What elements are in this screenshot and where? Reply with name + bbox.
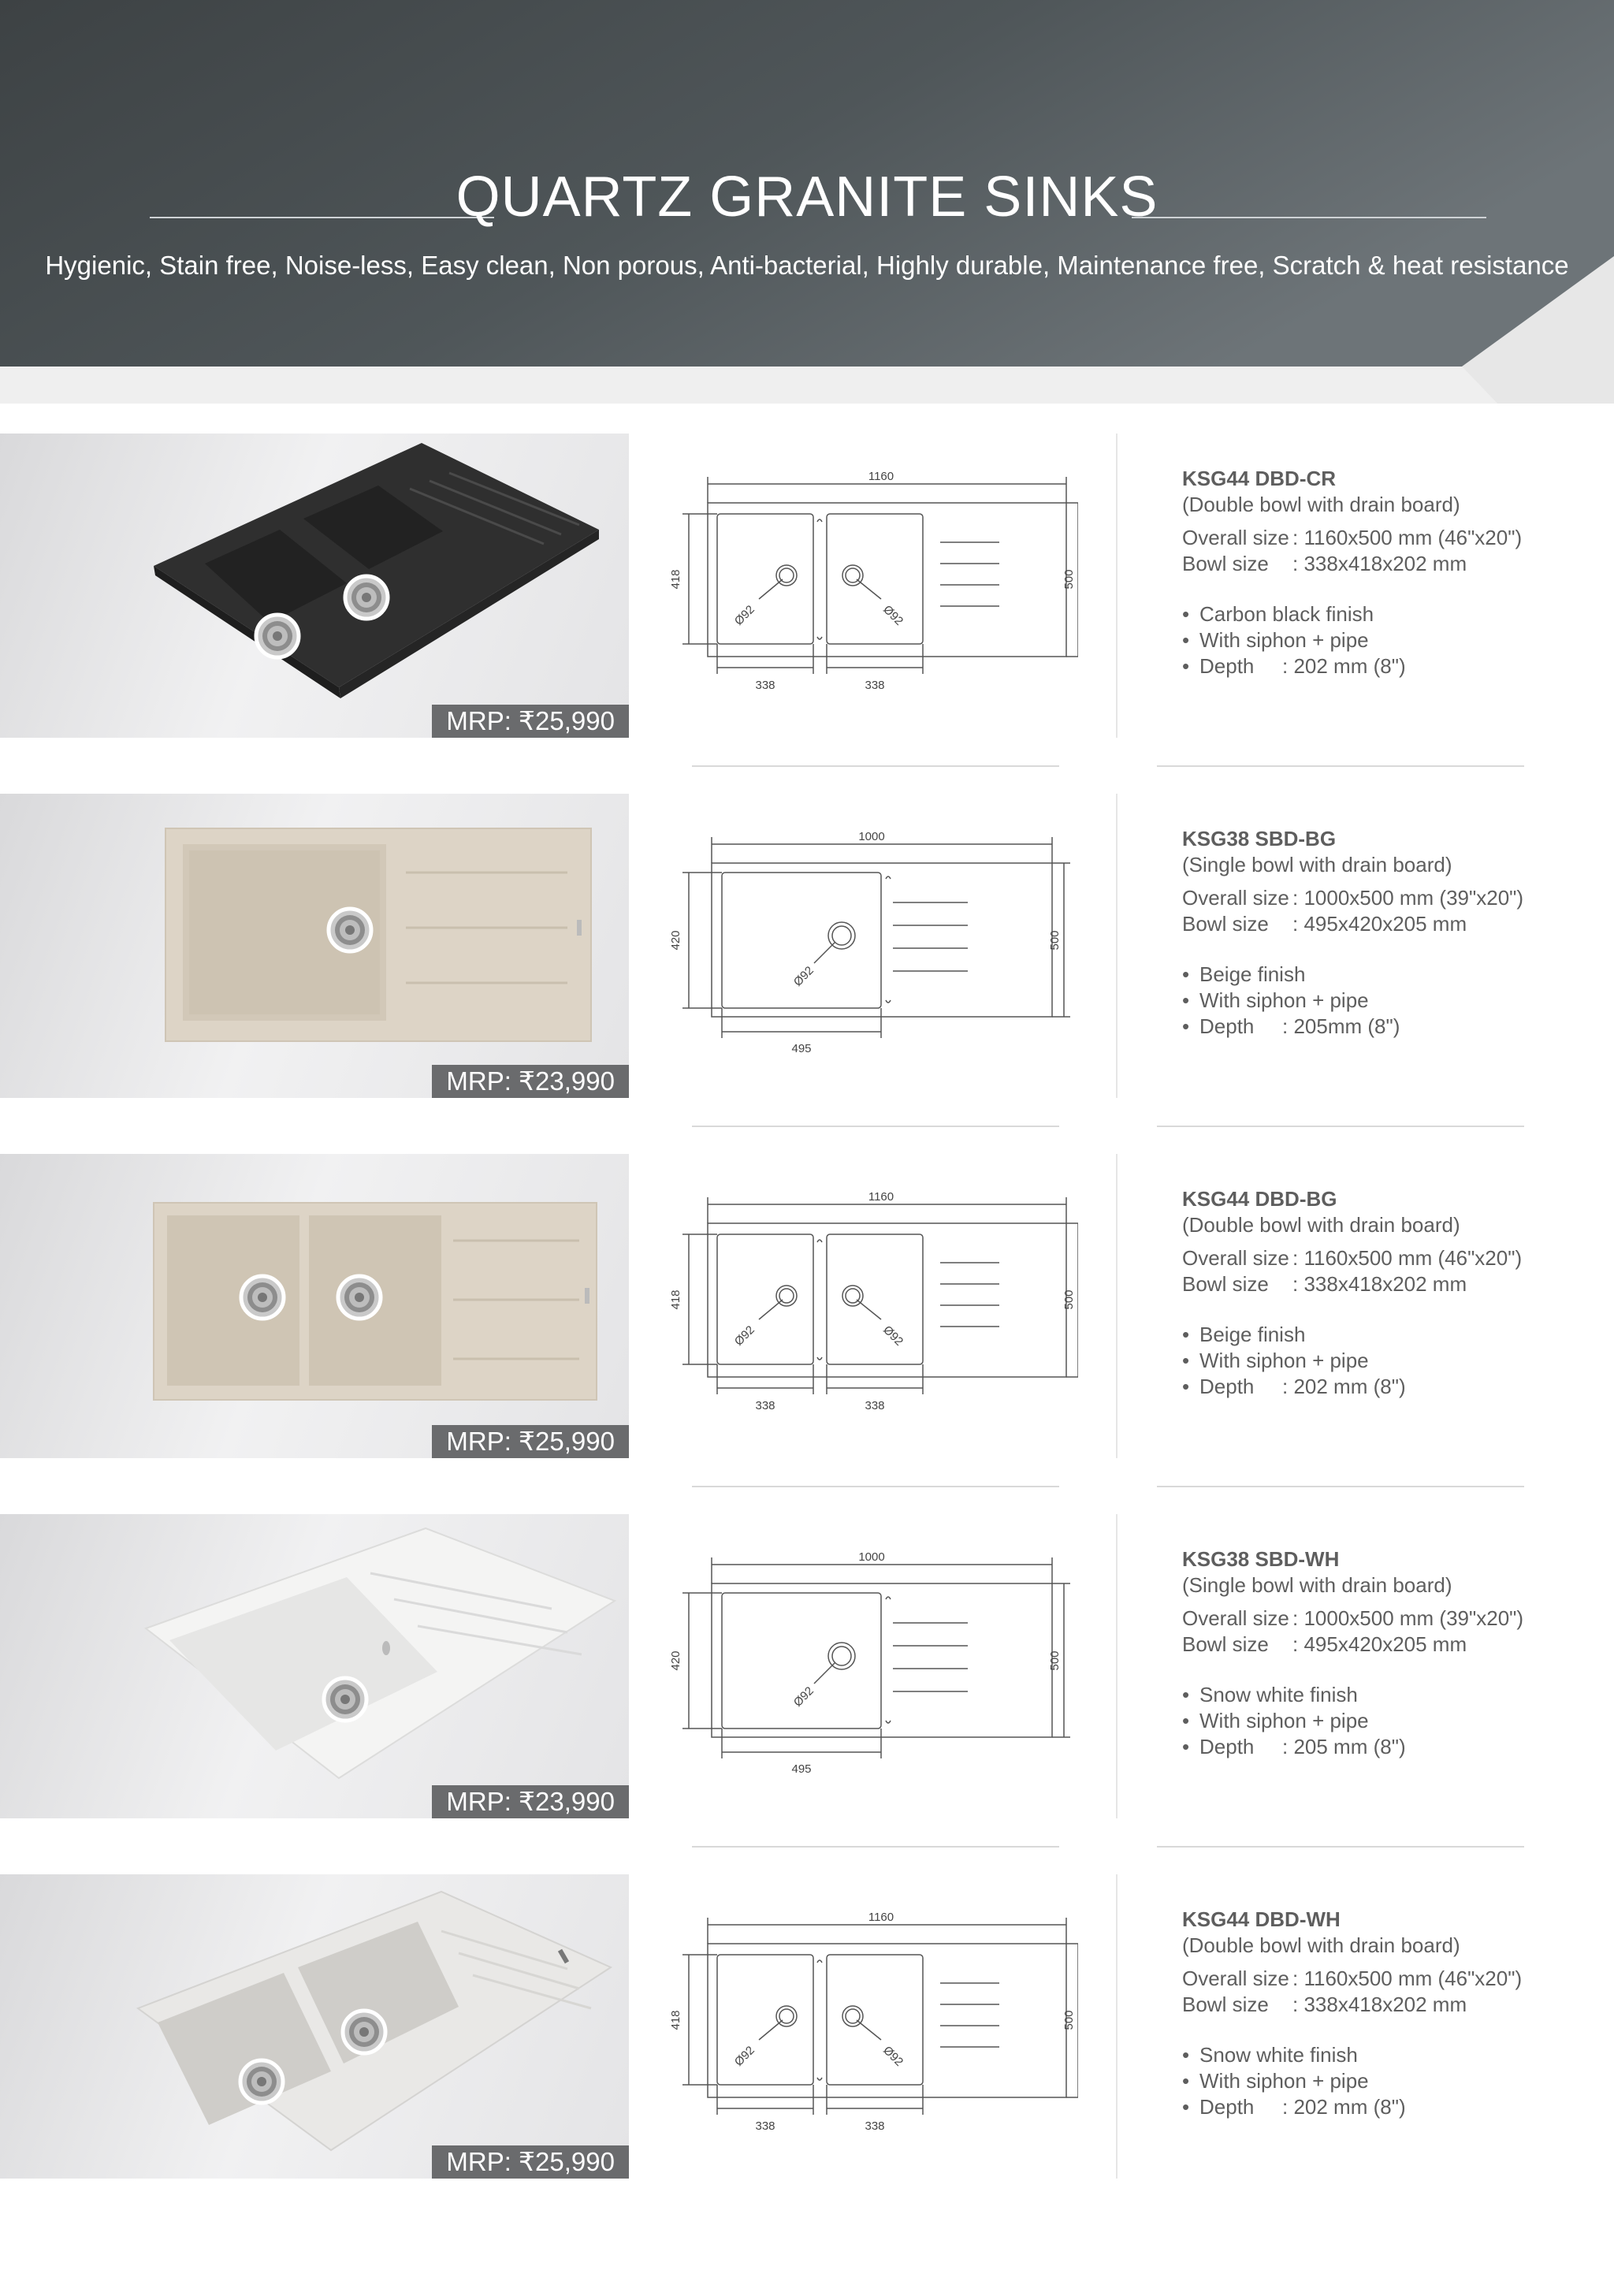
model-number: KSG44 DBD-BG	[1182, 1187, 1337, 1211]
bowl-size	[1182, 1992, 1592, 2018]
product-row-1	[0, 434, 1614, 738]
row-separator	[1157, 1126, 1524, 1127]
bullet-icon: •	[1182, 1709, 1190, 1732]
overall-size	[1182, 1966, 1592, 1992]
diagram-drain-label-1: Ø92	[790, 1684, 816, 1710]
diagram-drain-label-2: Ø92	[880, 2043, 906, 2069]
diagram-bowl-width-1: 338	[755, 1399, 775, 1412]
product-photo	[0, 794, 629, 1098]
diagram-bowl-width-1: 338	[755, 679, 775, 692]
bowl-size-label: Bowl size	[1182, 1993, 1269, 2016]
diagram-bowl-height-label: 420	[669, 1650, 682, 1671]
price-tag: MRP: ₹23,990	[432, 1785, 629, 1818]
overall-size-value: : 1160x500 mm (46"x20")	[1292, 526, 1523, 549]
feature-finish: • Carbon black finish	[1182, 602, 1374, 626]
diagram-drain-label-1: Ø92	[731, 602, 757, 628]
diagram-height-label: 500	[1048, 930, 1062, 951]
bowl-size	[1182, 1632, 1592, 1658]
product-row-5	[0, 1874, 1614, 2179]
bullet-icon: •	[1182, 962, 1190, 986]
dimension-diagram	[653, 1178, 1078, 1414]
feature-finish: • Beige finish	[1182, 1323, 1306, 1346]
bowl-size-label: Bowl size	[1182, 552, 1269, 575]
diagram-width-label: 1160	[868, 470, 894, 483]
price-tag: MRP: ₹25,990	[432, 2145, 629, 2179]
overall-size	[1182, 1245, 1592, 1271]
bowl-size-value: : 338x418x202 mm	[1292, 1993, 1467, 2016]
diagram-bowl-width-2: 338	[865, 679, 885, 692]
feature-siphon: • With siphon + pipe	[1182, 1349, 1369, 1372]
spec-block	[1182, 465, 1592, 679]
bullet-icon: •	[1182, 1683, 1190, 1706]
overall-size	[1182, 1606, 1592, 1632]
overall-size-label: Overall size	[1182, 1246, 1289, 1270]
bowl-size-label: Bowl size	[1182, 1632, 1269, 1656]
feature-finish: • Beige finish	[1182, 962, 1306, 986]
page-subtitle: Hygienic, Stain free, Noise-less, Easy clean, Non porous, Anti-bacterial, Highly durable, Maintenance free, Scratch & heat resistance	[45, 251, 1569, 280]
bowl-size	[1182, 551, 1592, 577]
row-separator	[692, 765, 1059, 767]
overall-size-label: Overall size	[1182, 886, 1289, 910]
sink-type: (Single bowl with drain board)	[1182, 1573, 1452, 1597]
feature-siphon: • With siphon + pipe	[1182, 1709, 1369, 1732]
column-divider	[1116, 1514, 1118, 1818]
bullet-icon: •	[1182, 602, 1190, 626]
feature-siphon: • With siphon + pipe	[1182, 628, 1369, 652]
diagram-drain-label-1: Ø92	[731, 2043, 757, 2069]
overall-size-value: : 1000x500 mm (39"x20")	[1292, 886, 1524, 910]
spec-block	[1182, 1546, 1592, 1760]
bullet-icon: •	[1182, 2043, 1190, 2067]
row-separator	[692, 1486, 1059, 1487]
product-photo	[0, 1514, 629, 1818]
product-row-3	[0, 1154, 1614, 1458]
row-separator	[1157, 1846, 1524, 1848]
diagram-bowl-width-2: 338	[865, 2119, 885, 2133]
diagram-bowl-width-2: 338	[865, 1399, 885, 1412]
diagram-bowl-width-1: 495	[791, 1762, 812, 1774]
bullet-icon: •	[1182, 628, 1190, 652]
feature-finish: • Snow white finish	[1182, 2043, 1358, 2067]
diagram-bowl-height-label: 420	[669, 930, 682, 951]
column-divider	[1116, 794, 1118, 1098]
diagram-bowl-height-label: 418	[669, 2010, 682, 2030]
product-photo	[0, 1874, 629, 2179]
bowl-size	[1182, 911, 1592, 937]
diagram-drain-label-1: Ø92	[790, 963, 816, 989]
diagram-width-label: 1000	[858, 830, 885, 843]
sink-image-beige-double	[0, 1154, 629, 1458]
overall-size-value: : 1000x500 mm (39"x20")	[1292, 1606, 1524, 1630]
feature-depth: • Depth : 202 mm (8")	[1182, 654, 1406, 678]
overall-size	[1182, 885, 1592, 911]
feature-depth: • Depth : 202 mm (8")	[1182, 1375, 1406, 1398]
sink-type: (Double bowl with drain board)	[1182, 493, 1460, 516]
sink-image-snow-white-double	[0, 1874, 629, 2179]
diagram-drain-label-2: Ø92	[880, 1323, 906, 1349]
diagram-height-label: 500	[1048, 1650, 1062, 1671]
diagram-width-label: 1000	[858, 1550, 885, 1564]
bullet-icon: •	[1182, 1375, 1190, 1398]
bowl-size	[1182, 1271, 1592, 1297]
column-divider	[1116, 1874, 1118, 2179]
sink-type: (Double bowl with drain board)	[1182, 1213, 1460, 1237]
diagram-drain-label-1: Ø92	[731, 1323, 757, 1349]
price-tag: MRP: ₹25,990	[432, 1425, 629, 1458]
row-separator	[1157, 1486, 1524, 1487]
feature-depth: • Depth : 205 mm (8")	[1182, 1735, 1406, 1758]
sink-image-carbon-black	[0, 434, 629, 738]
diagram-height-label: 500	[1062, 1289, 1076, 1310]
diagram-bowl-width-1: 338	[755, 2119, 775, 2133]
spec-block	[1182, 1906, 1592, 2120]
bullet-icon: •	[1182, 1323, 1190, 1346]
diagram-height-label: 500	[1062, 569, 1076, 590]
model-number: KSG44 DBD-WH	[1182, 1907, 1341, 1931]
overall-size-label: Overall size	[1182, 1967, 1289, 1990]
bullet-icon: •	[1182, 2069, 1190, 2093]
model-number: KSG38 SBD-WH	[1182, 1547, 1340, 1571]
product-photo	[0, 434, 629, 738]
sink-type: (Double bowl with drain board)	[1182, 1933, 1460, 1957]
spec-block	[1182, 825, 1592, 1040]
page-title: QUARTZ GRANITE SINKS	[456, 166, 1158, 229]
feature-depth: • Depth : 202 mm (8")	[1182, 2095, 1406, 2119]
bullet-icon: •	[1182, 1014, 1190, 1038]
diagram-bowl-height-label: 418	[669, 569, 682, 590]
diagram-height-label: 500	[1062, 2010, 1076, 2030]
bullet-icon: •	[1182, 1735, 1190, 1758]
dimension-diagram	[653, 1898, 1078, 2134]
overall-size-value: : 1160x500 mm (46"x20")	[1292, 1967, 1523, 1990]
bullet-icon: •	[1182, 654, 1190, 678]
bowl-size-value: : 338x418x202 mm	[1292, 552, 1467, 575]
bowl-size-value: : 338x418x202 mm	[1292, 1272, 1467, 1296]
feature-finish: • Snow white finish	[1182, 1683, 1358, 1706]
diagram-drain-label-2: Ø92	[880, 602, 906, 628]
product-photo	[0, 1154, 629, 1458]
bowl-size-label: Bowl size	[1182, 1272, 1269, 1296]
dimension-diagram	[653, 457, 1078, 694]
bullet-icon: •	[1182, 988, 1190, 1012]
bullet-icon: •	[1182, 2095, 1190, 2119]
dimension-diagram	[653, 817, 1078, 1054]
diagram-width-label: 1160	[868, 1911, 894, 1924]
overall-size	[1182, 525, 1592, 551]
sink-image-beige	[0, 794, 629, 1098]
overall-size-value: : 1160x500 mm (46"x20")	[1292, 1246, 1523, 1270]
bowl-size-value: : 495x420x205 mm	[1292, 912, 1467, 936]
row-separator	[692, 1126, 1059, 1127]
feature-siphon: • With siphon + pipe	[1182, 2069, 1369, 2093]
price-tag: MRP: ₹25,990	[432, 705, 629, 738]
spec-block	[1182, 1185, 1592, 1400]
title-rule-right	[1132, 217, 1486, 218]
feature-depth: • Depth : 205mm (8")	[1182, 1014, 1400, 1038]
column-divider	[1116, 1154, 1118, 1458]
price-tag: MRP: ₹23,990	[432, 1065, 629, 1098]
sink-type: (Single bowl with drain board)	[1182, 853, 1452, 876]
overall-size-label: Overall size	[1182, 1606, 1289, 1630]
bowl-size-label: Bowl size	[1182, 912, 1269, 936]
sink-image-snow-white	[0, 1514, 629, 1818]
dimension-diagram	[653, 1538, 1078, 1774]
diagram-bowl-width-1: 495	[791, 1042, 812, 1054]
bullet-icon: •	[1182, 1349, 1190, 1372]
model-number: KSG44 DBD-CR	[1182, 467, 1337, 490]
diagram-width-label: 1160	[868, 1190, 894, 1204]
product-row-4	[0, 1514, 1614, 1818]
model-number: KSG38 SBD-BG	[1182, 827, 1337, 850]
row-separator	[1157, 765, 1524, 767]
column-divider	[1116, 434, 1118, 738]
diagram-bowl-height-label: 418	[669, 1289, 682, 1310]
bowl-size-value: : 495x420x205 mm	[1292, 1632, 1467, 1656]
product-row-2	[0, 794, 1614, 1098]
feature-siphon: • With siphon + pipe	[1182, 988, 1369, 1012]
row-separator	[692, 1846, 1059, 1848]
overall-size-label: Overall size	[1182, 526, 1289, 549]
